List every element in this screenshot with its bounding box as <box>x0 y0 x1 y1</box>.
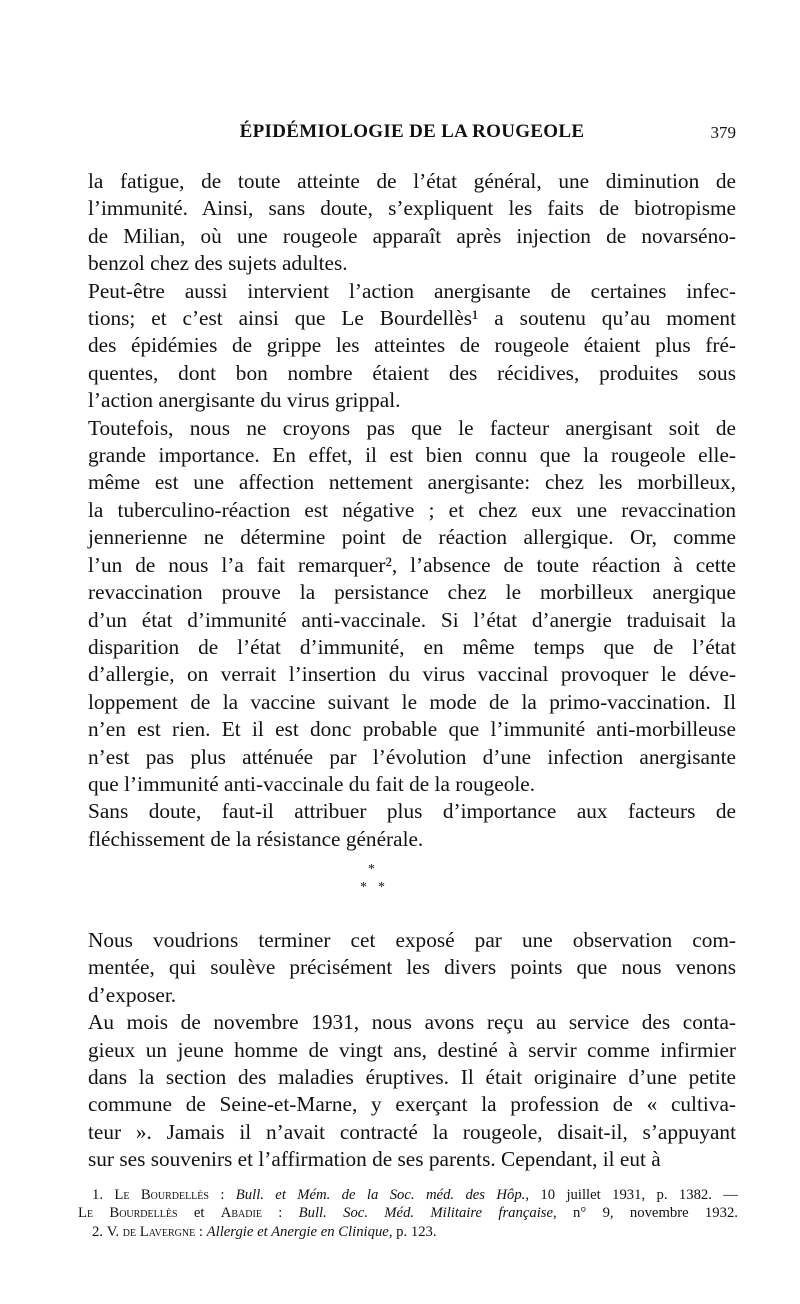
text-line: n’en est rien. Et il est donc probable que l’immunité anti-morbilleuse <box>88 717 736 742</box>
text-line: quentes, dont bon nombre étaient des récidives, produites sous <box>88 360 736 385</box>
running-title: ÉPIDÉMIOLOGIE DE LA ROUGEOLE <box>239 121 585 142</box>
text-line: d’allergie, on verrait l’insertion du virus vaccinal provoquer le déve- <box>88 662 736 687</box>
text-line: l’un de nous l’a fait remarquer², l’absence de toute réaction à cette <box>88 552 736 577</box>
footnote-1: 1. Le Bourdellès : Bull. et Mém. de la Soc. méd. des Hôp., 10 juillet 1931, p. 1382. — <box>92 1187 738 1203</box>
text-line: l’immunité. Ainsi, sans doute, s’expliquent les faits de biotropisme <box>88 196 736 221</box>
main-text-continued <box>88 927 736 1174</box>
text-line: fléchissement de la résistance générale. <box>88 826 424 851</box>
text-line: Au mois de novembre 1931, nous avons reçu au service des conta- <box>88 1010 736 1035</box>
text-line: n’est pas plus atténuée par l’évolution d’une infection anergisante <box>88 744 736 769</box>
paragraph <box>88 798 736 853</box>
text-line: d’exposer. <box>88 982 177 1007</box>
main-text <box>88 168 736 853</box>
text-line: jennerienne ne détermine point de réaction allergique. Or, comme <box>88 525 736 550</box>
page-number: 379 <box>710 123 736 142</box>
text-line: benzol chez des sujets adultes. <box>88 251 348 276</box>
paragraph <box>88 927 736 1009</box>
paragraph <box>88 168 736 278</box>
text-line: Toutefois, nous ne croyons pas que le facteur anergisant soit de <box>88 415 736 440</box>
text-line: l’action anergisante du virus grippal. <box>88 388 401 413</box>
paragraph <box>88 415 736 799</box>
text-line: grande importance. En effet, il est bien connu que la rougeole elle- <box>88 443 736 468</box>
text-line: disparition de l’état d’immunité, en même temps que de l’état <box>88 634 736 659</box>
text-line: gieux un jeune homme de vingt ans, destiné à servir comme infirmier <box>88 1037 736 1062</box>
text-line: Sans doute, faut-il attribuer plus d’importance aux facteurs de <box>88 799 736 824</box>
section-separator <box>360 858 420 908</box>
text-line: que l’immunité anti-vaccinale du fait de la rougeole. <box>88 771 536 796</box>
text-line: la tuberculino-réaction est négative ; et chez eux une revaccination <box>88 497 736 522</box>
asterism-star: * <box>368 862 375 877</box>
asterism-star: * <box>360 880 367 895</box>
text-line: mentée, qui soulève précisément les divers points que nous venons <box>88 955 736 980</box>
text-line: teur ». Jamais il n’avait contracté la rougeole, disait-il, s’appuyant <box>88 1119 736 1144</box>
text-line: d’un état d’immunité anti-vaccinale. Si l’état d’anergie traduisait la <box>88 607 736 632</box>
text-line: même est une affection nettement anergisante: chez les morbilleux, <box>88 470 736 495</box>
text-line: la fatigue, de toute atteinte de l’état général, une diminution de <box>88 169 736 193</box>
text-line: tions; et c’est ainsi que Le Bourdellès¹ a soutenu qu’au moment <box>88 306 736 331</box>
text-line: dans la section des maladies éruptives. Il était originaire d’une petite <box>88 1065 736 1090</box>
text-line: revaccination prouve la persistance chez le morbilleux anergique <box>88 580 736 605</box>
text-line: des épidémies de grippe les atteintes de rougeole étaient plus fré- <box>88 333 736 358</box>
text-line: loppement de la vaccine suivant le mode de la primo-vaccination. Il <box>88 689 736 714</box>
text-line: sur ses souvenirs et l’affirmation de ses parents. Cependant, il eut à <box>88 1147 661 1172</box>
page-header <box>88 121 736 151</box>
asterism-star: * <box>378 880 385 895</box>
text-line: Peut-être aussi intervient l’action anergisante de certaines infec- <box>88 278 736 303</box>
text-line: commune de Seine-et-Marne, y exerçant la profession de « cultiva- <box>88 1092 736 1117</box>
text-section-1 <box>88 168 736 853</box>
paragraph <box>88 1009 736 1173</box>
footnotes <box>78 1186 738 1241</box>
text-section-2 <box>88 927 736 1174</box>
text-line: Nous voudrions terminer cet exposé par une observation com- <box>88 928 736 952</box>
text-line: de Milian, où une rougeole apparaît après injection de novarséno- <box>88 223 736 248</box>
paragraph <box>88 278 736 415</box>
footnote-1-continued: Le Bourdellès et Abadie : Bull. Soc. Méd. Militaire française, n° 9, novembre 1932. <box>78 1205 738 1222</box>
footnote-2: 2. V. de Lavergne : Allergie et Anergie en Clinique, p. 123. <box>92 1223 437 1240</box>
